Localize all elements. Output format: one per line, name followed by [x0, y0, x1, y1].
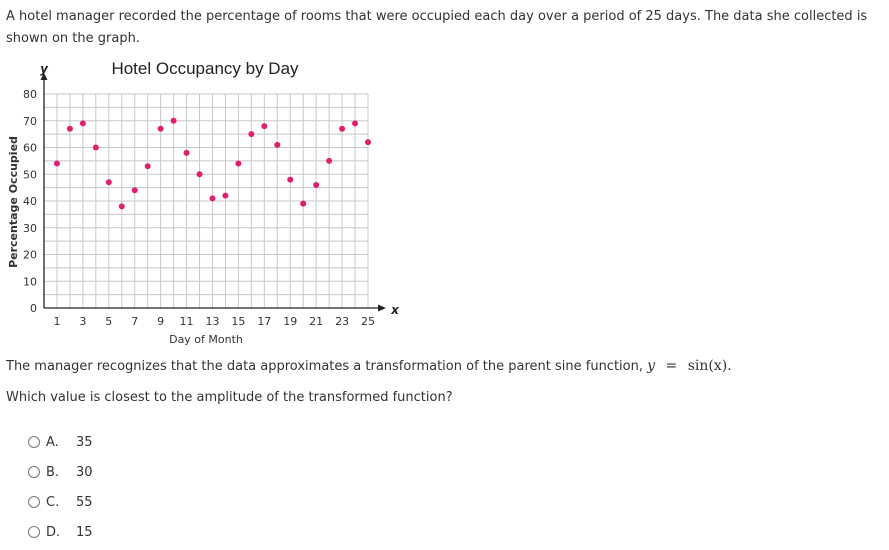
choice-b[interactable] — [28, 462, 93, 482]
radio-d[interactable] — [28, 526, 40, 538]
data-point — [209, 195, 215, 201]
x-tick-label: 7 — [131, 315, 139, 328]
data-point — [248, 131, 254, 137]
y-tick-label: 60 — [23, 141, 37, 155]
function-lhs: y — [647, 358, 656, 374]
data-point — [184, 150, 190, 156]
x-tick-label: 23 — [335, 315, 350, 328]
x-tick-label: 1 — [53, 315, 61, 328]
chart-title: Hotel Occupancy by Day — [111, 59, 299, 78]
data-point — [326, 158, 332, 164]
choice-b-letter: B. — [46, 464, 60, 480]
data-point — [93, 145, 99, 151]
choice-c-letter: C. — [46, 494, 60, 510]
y-tick-label: 10 — [23, 275, 37, 289]
data-point — [222, 193, 228, 199]
data-point — [106, 179, 112, 185]
data-point — [339, 126, 345, 132]
x-axis-letter: x — [391, 303, 399, 317]
y-tick-labels — [23, 88, 37, 315]
choice-d[interactable] — [28, 522, 93, 542]
question-prompt: A hotel manager recorded the percentage of rooms that were occupied each day over a period of 25 days. The data she collected is shown on the graph. — [6, 9, 868, 46]
question-ask: Which value is closest to the amplitude of the transformed function? — [6, 390, 453, 405]
x-tick-label: 9 — [157, 315, 165, 328]
recognizes-text: The manager recognizes that the data approximates a transformation of the parent sine function, — [6, 359, 643, 374]
data-point — [158, 126, 164, 132]
choice-c-value: 55 — [76, 494, 93, 510]
function-rhs: sin(x). — [687, 358, 732, 374]
function-eq: = — [665, 358, 678, 374]
data-point — [171, 118, 177, 124]
x-axis-arrow — [378, 305, 386, 312]
choice-a[interactable] — [28, 432, 93, 452]
recognizes-statement — [6, 358, 732, 374]
chart-grid — [44, 94, 368, 308]
data-point — [287, 177, 293, 183]
data-point — [197, 171, 203, 177]
data-point — [132, 187, 138, 193]
y-tick-label: 30 — [23, 221, 37, 235]
x-tick-label: 15 — [231, 315, 246, 328]
data-point — [274, 142, 280, 148]
radio-c[interactable] — [28, 496, 40, 508]
y-tick-label: 0 — [30, 302, 37, 315]
data-point — [313, 182, 319, 188]
x-tick-label: 19 — [283, 315, 298, 328]
x-axis-label: Day of Month — [169, 333, 243, 346]
y-tick-label: 80 — [23, 88, 37, 101]
data-point — [145, 163, 151, 169]
choice-a-letter: A. — [46, 434, 59, 450]
y-tick-label: 40 — [23, 195, 37, 208]
choice-d-value: 15 — [76, 524, 93, 540]
x-tick-label: 5 — [105, 315, 113, 328]
data-point — [54, 161, 60, 167]
x-tick-label: 17 — [257, 315, 272, 328]
radio-b[interactable] — [28, 466, 40, 478]
data-point — [352, 120, 358, 126]
x-tick-label: 25 — [361, 315, 375, 328]
function-equation — [647, 358, 732, 374]
y-axis-label: Percentage Occupied — [7, 136, 20, 268]
y-tick-label: 20 — [23, 248, 37, 262]
x-tick-label: 13 — [205, 315, 220, 328]
choice-d-letter: D. — [46, 524, 61, 540]
data-point — [365, 139, 371, 145]
data-point — [261, 123, 267, 129]
y-axis-letter: y — [40, 62, 48, 76]
data-point — [119, 203, 125, 209]
x-tick-label: 21 — [309, 315, 324, 328]
x-tick-label: 3 — [79, 315, 87, 328]
choice-a-value: 35 — [76, 434, 93, 450]
x-tick-label: 11 — [179, 315, 194, 328]
radio-a[interactable] — [28, 436, 40, 448]
data-point — [235, 161, 241, 167]
data-point — [300, 201, 306, 207]
y-tick-label: 70 — [23, 114, 37, 128]
choice-c[interactable] — [28, 492, 93, 512]
data-point — [67, 126, 73, 132]
chart-axes — [41, 73, 387, 312]
x-tick-labels — [53, 315, 375, 328]
data-point — [80, 120, 86, 126]
choice-b-value: 30 — [76, 464, 93, 480]
y-tick-label: 50 — [23, 168, 37, 182]
